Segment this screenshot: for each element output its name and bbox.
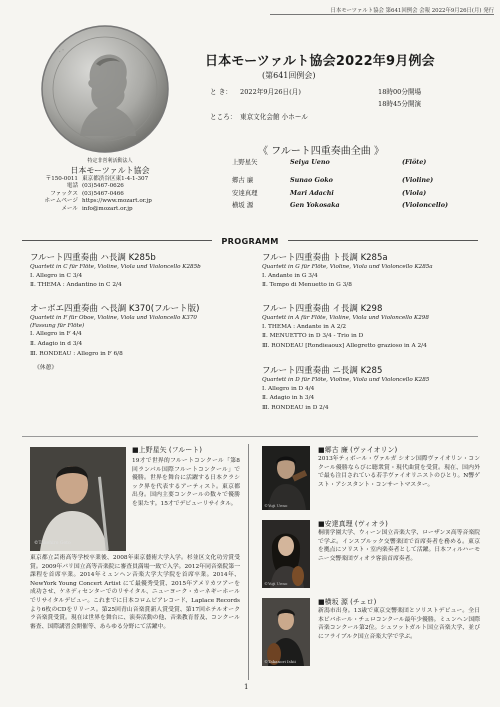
photo-credit: ©Yuji Ueno xyxy=(264,581,288,586)
doors-open-time: 18時00分開場 xyxy=(378,88,422,96)
piece-title: オーボエ四重奏曲 ヘ長調 K370(フルート版) xyxy=(30,304,200,314)
bio-heading: ■上野星矢 (フルート) xyxy=(132,446,203,454)
performer-row: 横坂 源 Gen Yokosaka (Violoncello) xyxy=(232,201,448,210)
yokosaka-photo xyxy=(262,598,310,666)
movement: Ⅰ. Allegro in F 4/4 xyxy=(30,331,82,338)
issue-line: 日本モーツァルト協会 第641回例会 会報 2022年9月26日(月) 発行 xyxy=(330,8,494,14)
phone-number: (03)5467-0626 xyxy=(82,183,124,190)
goko-bio xyxy=(318,446,480,489)
homepage-label: ホームページ xyxy=(44,198,78,205)
movement: Ⅱ. MENUETTO in D 3/4 - Trio in D xyxy=(262,333,364,340)
ueno-bio-continued: 東京都立芸術高等学校卒業後、2008年東京藝術大学入学。杉並区文化功労賞受賞。2009年パリ国立高等音楽院に審査員満場一致で入学。2012年同音楽院第一課程を首席卒業。2014年ミュンヘン音楽大学大学院を首席卒業。2014年、NewYork Young Concert Artist にて最優秀受賞、2015年アメリカツアーを成功させ、ケネディセンターでのリサイタル、ニューヨーク・カーネギーホールでリサイタルデビュー。これまでに日本コロムビアレコード、Laplace Records より6枚のCDをリリース。第25回青山音楽賞新人賞受賞、第17回ホテルオークラ音楽賞受賞。現在は世界を舞台に、演奏活動の他、音楽教育普及、コンクール審査、国際講習会開催等、あらゆる分野にて活躍中。 xyxy=(30,555,240,630)
concert-date: 2022年9月26日(月) xyxy=(240,88,301,96)
performer-row: 上野星矢 Seiya Ueno (Flöte) xyxy=(232,158,427,166)
bio-text: 桐朋学園大学、ウィーン国立音楽大学、ローザンヌ高等音楽院で学ぶ。インスブルック交響楽団で首席奏者を務める。東京を拠点にソリスト・室内楽奏者として活躍。日本フィルハーモニー交響楽団ヴィオラ客演首席奏者。 xyxy=(318,530,480,562)
movement: Ⅰ. Allegro in D 4/4 xyxy=(262,385,315,392)
postal-code: 〒150-0011 xyxy=(45,175,78,182)
bio-text: 新潟市出身。13歳で東京交響楽団とソリストデビュー。全日本ビバホール・チェロコンクール最年少優勝。ミュンヘン国際音楽コンクール第2位。シュツットガルト国立音楽大学、並びにフライブルク国立音楽大学で学ぶ。 xyxy=(318,608,480,640)
bio-heading: ■安達真理 (ヴィオラ) xyxy=(318,520,388,528)
program-piece xyxy=(262,252,487,291)
venue: 東京文化会館 小ホール xyxy=(240,113,308,121)
performer-list xyxy=(232,156,462,212)
adachi-bio xyxy=(318,520,480,563)
program-piece xyxy=(262,365,487,414)
piece-title: フルート四重奏曲 ハ長調 K285b xyxy=(30,253,156,263)
movement: Ⅰ. Andante in G 3/4 xyxy=(262,272,318,279)
mozart-medal-image xyxy=(40,24,170,154)
piece-subtitle: Quartett in G für Flöte, Violine, Viola und Violoncello K285a xyxy=(262,264,433,270)
movement: Ⅱ. Adagio in d 3/4 xyxy=(30,340,83,347)
program-piece xyxy=(30,252,255,291)
piece-subtitle: Quartett in D für Flöte, Violine, Viola und Violoncello K285 xyxy=(262,377,430,383)
movement: Ⅱ. Tempo di Menuetto in G 3/8 xyxy=(262,282,352,289)
program-piece xyxy=(262,303,487,352)
where-label: ところ： xyxy=(210,113,237,121)
header-rule xyxy=(270,14,494,15)
ueno-bio xyxy=(132,446,240,509)
intermission-note: 《休憩》 xyxy=(34,364,58,371)
bio-text: 2013年ティボール・ヴァルガ シオン国際ヴァイオリン・コンクール優勝ならびに聴衆賞・現代曲賞を受賞。現在、国内外で最も注目されている若手ヴァイオリニストのひとり。N響ゲスト・アシスタント・コンサートマスター。 xyxy=(318,456,480,488)
piece-subtitle: Quartett in F für Oboe, Violine, Viola und Violoncello K370 xyxy=(30,315,197,321)
homepage-link[interactable]: https://www.mozart.or.jp xyxy=(82,198,152,205)
organization-info xyxy=(30,158,180,213)
bios-divider xyxy=(22,436,478,437)
fax-label: ファックス xyxy=(50,190,78,197)
goko-photo xyxy=(262,446,310,510)
start-time: 18時45分開演 xyxy=(378,100,422,108)
bio-heading: ■横坂 源 (チェロ) xyxy=(318,598,377,606)
phone-label: 電話 xyxy=(66,183,78,190)
org-name: 日本モーツァルト協会 xyxy=(70,165,150,175)
movement: Ⅲ. RONDEAU : Allegro in F 6/8 xyxy=(30,350,123,357)
performer-row: 安達真理 Mari Adachi (Viola) xyxy=(232,188,427,197)
adachi-photo xyxy=(262,520,310,588)
movement: Ⅰ. THEMA : Andante in A 2/2 xyxy=(262,323,347,330)
movement: Ⅱ. THEMA : Andantino in C 2/4 xyxy=(30,282,122,289)
movement: Ⅱ. Adagio in h 3/4 xyxy=(262,395,315,402)
yokosaka-bio xyxy=(318,598,480,641)
program-theme-title: 《 フルート四重奏曲全曲 》 xyxy=(258,146,384,157)
movement: Ⅰ. Allegro in C 3/4 xyxy=(30,272,83,279)
bio-heading: ■郷古 廉 (ヴァイオリン) xyxy=(318,446,398,454)
fax-number: (03)5467-0466 xyxy=(82,190,124,197)
piece-title: フルート四重奏曲 イ長調 K298 xyxy=(262,304,383,314)
piece-title: フルート四重奏曲 ニ長調 K285 xyxy=(262,366,383,376)
performer-row: 郷古 廉 Sunao Goko (Violine) xyxy=(232,176,434,185)
photo-credit: ©Takanori Ishii xyxy=(264,659,296,664)
email-link[interactable]: info@mozart.or.jp xyxy=(82,205,133,212)
org-type: 特定非営利活動法人 xyxy=(87,158,133,164)
svg-text:· ·: · · xyxy=(57,46,66,56)
page-number: 1 xyxy=(244,683,249,691)
address: 東京都渋谷区東1-4-1-307 xyxy=(82,175,149,182)
concert-title: 日本モーツァルト協会2022年9月例会 xyxy=(205,54,435,69)
piece-subtitle-version: (Fassung für Flöte) xyxy=(30,322,85,329)
programm-heading: PROGRAMM xyxy=(221,236,279,246)
bios-column-divider xyxy=(248,444,249,680)
movement: Ⅲ. RONDEAU in D 2/4 xyxy=(262,405,329,412)
photo-credit: ©Takehiro Goto xyxy=(34,541,71,546)
concert-subtitle: (第641回例会) xyxy=(262,71,316,80)
piece-subtitle: Quartett in A für Flöte, Violine, Viola und Violoncello K298 xyxy=(262,315,429,321)
email-label: メール xyxy=(61,205,78,212)
bio-text-top: 19才で世界的フルートコンクール「第8回ランパル国際フルートコンクール」で優勝。世界を舞台に活躍する日本クラシック界を代表するアーティスト。東京都出身。国内主要コンクールの数々で優勝を果たす。15才でデビューリサイタル。 xyxy=(132,458,240,507)
movement: Ⅲ. RONDEAU [Rondieaoux] Allegretto grazioso in A 2/4 xyxy=(262,343,427,350)
ueno-photo xyxy=(30,447,126,551)
piece-title: フルート四重奏曲 ト長調 K285a xyxy=(262,253,388,263)
when-label: と き： xyxy=(210,88,232,96)
program-piece xyxy=(30,303,255,373)
piece-subtitle: Quartett in C für Flöte, Violine, Viola und Violoncello K285b xyxy=(30,264,201,270)
photo-credit: ©Yuji Ueno xyxy=(264,503,288,508)
